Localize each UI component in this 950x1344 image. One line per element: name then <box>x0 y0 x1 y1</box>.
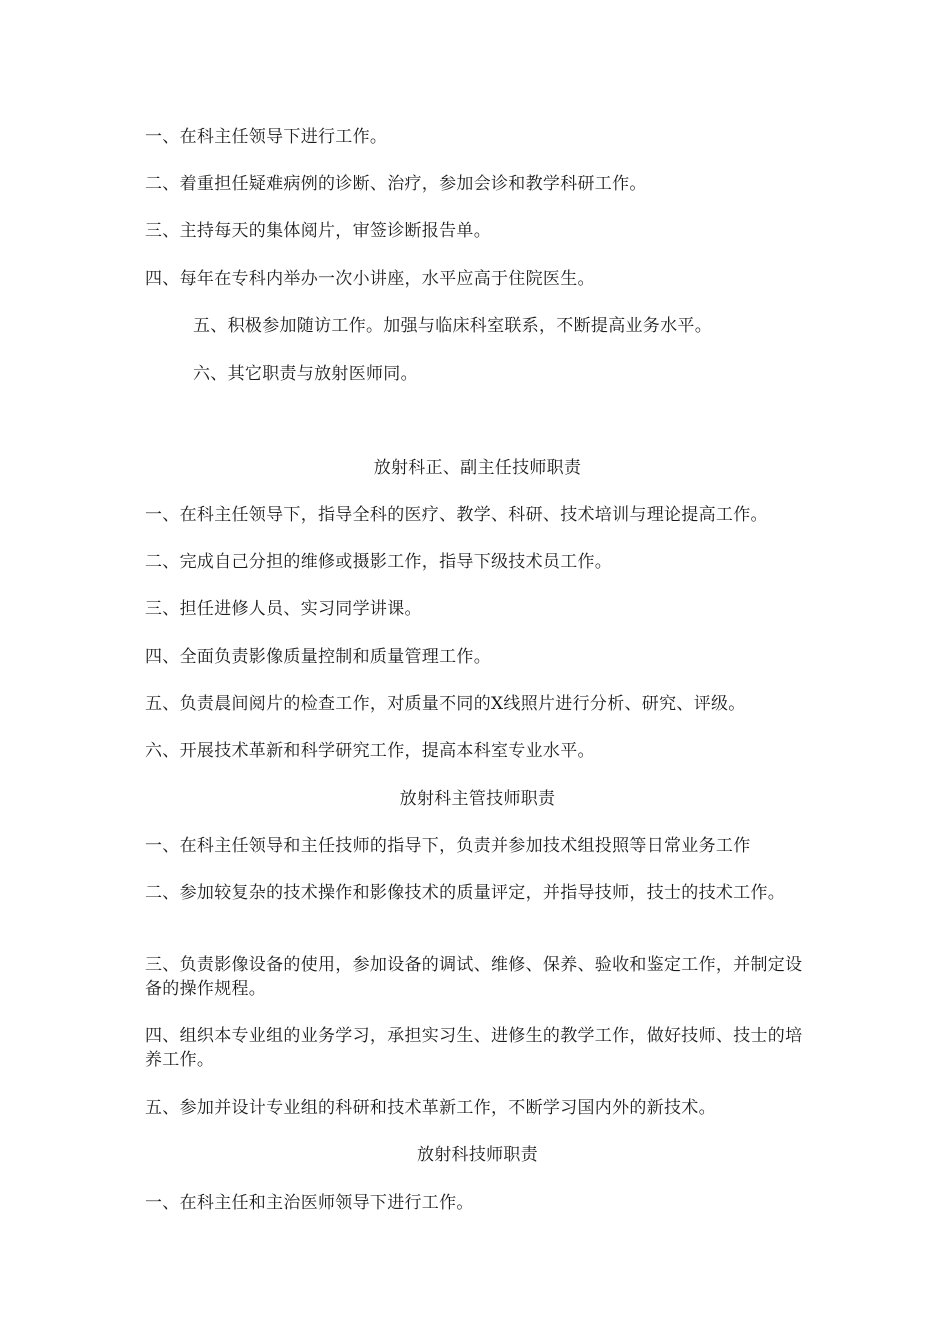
duty-item: 一、在科主任领导下，指导全科的医疗、教学、科研、技术培训与理论提高工作。 <box>145 505 768 525</box>
duty-item: 六、开展技术革新和科学研究工作，提高本科室专业水平。 <box>145 741 595 761</box>
duty-item: 一、在科主任领导下进行工作。 <box>145 127 388 147</box>
duty-item: 二、着重担任疑难病例的诊断、治疗，参加会诊和教学科研工作。 <box>145 174 647 194</box>
duty-item: 二、完成自己分担的维修或摄影工作，指导下级技术员工作。 <box>145 552 613 572</box>
duty-item: 六、其它职责与放射医师同。 <box>193 364 418 384</box>
duty-item: 五、积极参加随访工作。加强与临床科室联系，不断提高业务水平。 <box>193 316 712 336</box>
duty-item: 一、在科主任和主治医师领导下进行工作。 <box>145 1193 474 1213</box>
duty-item: 五、参加并设计专业组的科研和技术革新工作，不断学习国内外的新技术。 <box>145 1098 716 1118</box>
section-title: 放射科主管技师职责 <box>399 789 556 809</box>
duty-item: 四、组织本专业组的业务学习，承担实习生、进修生的教学工作，做好技师、技士的培养工作。 <box>145 1026 803 1070</box>
duty-item: 三、担任进修人员、实习同学讲课。 <box>145 599 422 619</box>
section-title: 放射科正、副主任技师职责 <box>373 458 582 478</box>
duty-item: 四、每年在专科内举办一次小讲座，水平应高于住院医生。 <box>145 269 595 289</box>
duty-item: 二、参加较复杂的技术操作和影像技术的质量评定，并指导技师，技士的技术工作。 <box>145 883 786 903</box>
duty-item: 三、主持每天的集体阅片，审签诊断报告单。 <box>145 221 491 241</box>
duty-item: 五、负责晨间阅片的检查工作，对质量不同的X线照片进行分析、研究、评级。 <box>145 694 746 714</box>
section-title: 放射科技师职责 <box>416 1145 539 1165</box>
duty-item: 一、在科主任领导和主任技师的指导下，负责并参加技术组投照等日常业务工作 <box>145 836 751 856</box>
duty-item: 三、负责影像设备的使用，参加设备的调试、维修、保养、验收和鉴定工作，并制定设备的操作规程。 <box>145 955 803 999</box>
duty-item: 四、全面负责影像质量控制和质量管理工作。 <box>145 647 491 667</box>
